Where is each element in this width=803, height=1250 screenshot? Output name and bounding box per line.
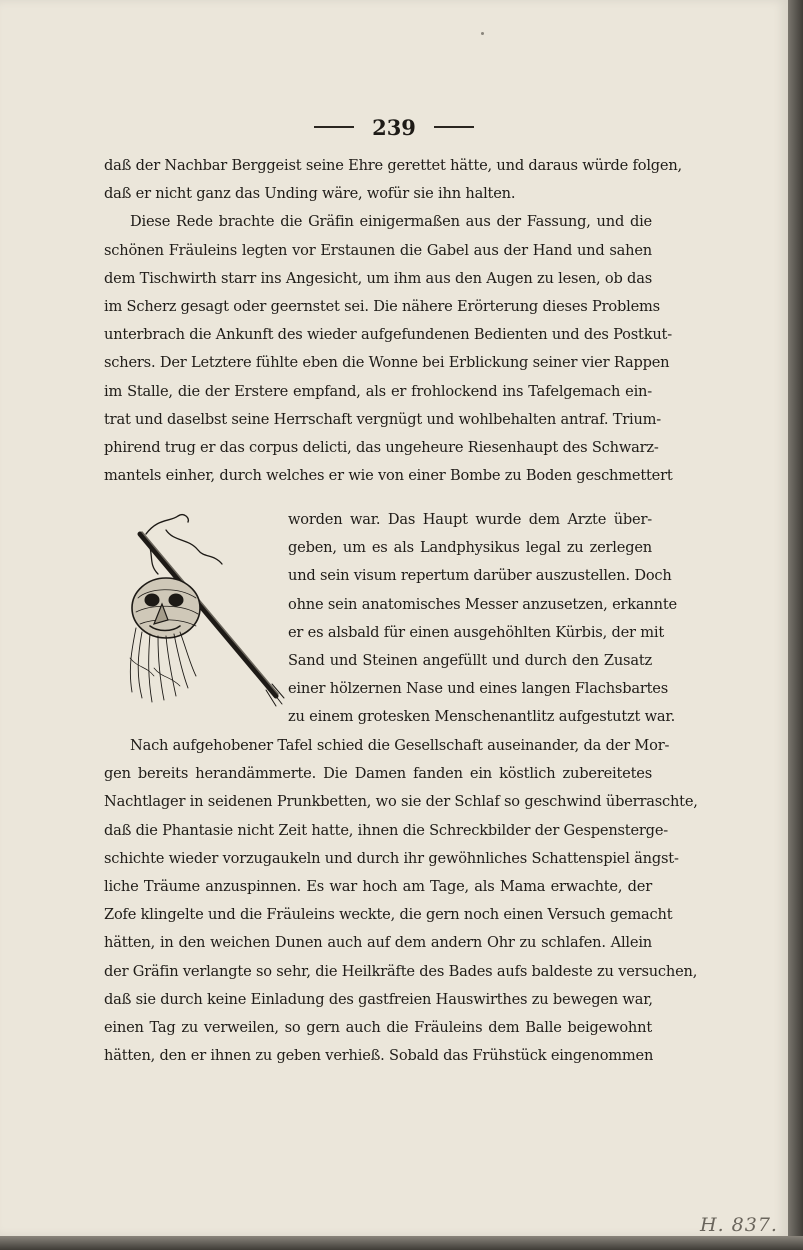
text-block-bottom: [104, 732, 698, 1072]
text-line: daß er nicht ganz das Unding wäre, wofür sie ihn halten.: [104, 185, 516, 203]
pumpkin-head-illustration: [118, 508, 286, 708]
text-line: Nach aufgehobener Tafel schied die Gesellschaft auseinander, da der Mor-: [130, 737, 670, 754]
text-line: er es alsbald für einen ausgehöhlten Kürbis, der mit: [288, 623, 665, 641]
page-header: [0, 112, 788, 142]
text-line: daß die Phantasie nicht Zeit hatte, ihnen die Schreckbilder der Gespensterge-: [104, 821, 668, 839]
text-line: trat und daselbst seine Herrschaft vergnügt und wohlbehalten antraf. Trium-: [104, 410, 662, 428]
text-line: Nachtlager in seidenen Prunkbetten, wo sie der Schlaf so geschwind überraschte,: [104, 793, 698, 811]
text-block-beside-image: [288, 506, 677, 734]
text-line: schönen Fräuleins legten vor Erstaunen die Gabel aus der Hand und sahen: [104, 241, 652, 259]
text-line: daß sie durch keine Einladung des gastfreien Hauswirthes zu bewegen war,: [104, 990, 653, 1008]
header-rule-right: [434, 126, 474, 128]
page-number: 239: [372, 114, 416, 140]
text-line: ohne sein anatomisches Messer anzusetzen, erkannte: [288, 595, 677, 613]
text-line: im Scherz gesagt oder geernstet sei. Die nähere Erörterung dieses Problems: [104, 298, 660, 315]
text-line: und sein visum repertum darüber auszustellen. Doch: [288, 567, 672, 585]
text-line: im Stalle, die der Erstere empfand, als er frohlockend ins Tafelgemach ein-: [104, 382, 652, 400]
text-line: mantels einher, durch welches er wie von einer Bombe zu Boden geschmettert: [104, 467, 673, 485]
page-edge-bottom: [0, 1236, 803, 1250]
page-speck: [481, 32, 484, 35]
text-line: zu einem grotesken Menschenantlitz aufgestutzt war.: [288, 708, 676, 726]
text-line: worden war. Das Haupt wurde dem Arzte über-: [288, 511, 652, 528]
text-line: einer hölzernen Nase und eines langen Flachsbartes: [288, 680, 669, 698]
text-line: phirend trug er das corpus delicti, das ungeheure Riesenhaupt des Schwarz-: [104, 439, 659, 456]
text-line: einen Tag zu verweilen, so gern auch die Fräuleins dem Balle beigewohnt: [104, 1019, 652, 1036]
text-line: schichte wieder vorzugaukeln und durch ihr gewöhnliches Schattenspiel ängst-: [104, 849, 679, 867]
header-rule-left: [314, 126, 354, 128]
text-line: Sand und Steinen angefüllt und durch den Zusatz: [288, 652, 652, 669]
text-line: unterbrach die Ankunft des wieder aufgefundenen Bedienten und des Postkut-: [104, 326, 672, 344]
page-edge-right: [788, 0, 803, 1250]
text-line: daß der Nachbar Berggeist seine Ehre gerettet hätte, und daraus würde folgen,: [104, 157, 682, 174]
text-line: hätten, in den weichen Dunen auch auf dem andern Ohr zu schlafen. Allein: [104, 934, 652, 952]
text-line: liche Träume anzuspinnen. Es war hoch am Tage, als Mama erwachte, der: [104, 878, 652, 895]
text-line: hätten, den er ihnen zu geben verhieß. Sobald das Frühstück eingenommen: [104, 1047, 654, 1065]
text-line: Diese Rede brachte die Gräfin einigermaßen aus der Fassung, und die: [130, 213, 652, 231]
text-line: geben, um es als Landphysikus legal zu zerlegen: [288, 539, 652, 557]
text-line: schers. Der Letztere fühlte eben die Wonne bei Erblickung seiner vier Rappen: [104, 354, 670, 372]
text-line: dem Tischwirth starr ins Angesicht, um ihm aus den Augen zu lesen, ob das: [104, 269, 652, 287]
text-line: Zofe klingelte und die Fräuleins weckte, die gern noch einen Versuch gemacht: [104, 906, 673, 924]
text-line: gen bereits herandämmerte. Die Damen fanden ein köstlich zubereitetes: [104, 765, 652, 783]
text-block-top: [104, 152, 682, 492]
text-line: der Gräfin verlangte so sehr, die Heilkräfte des Bades aufs baldeste zu versuchen,: [104, 962, 698, 980]
handwritten-shelfmark: H. 837.: [700, 1214, 778, 1236]
